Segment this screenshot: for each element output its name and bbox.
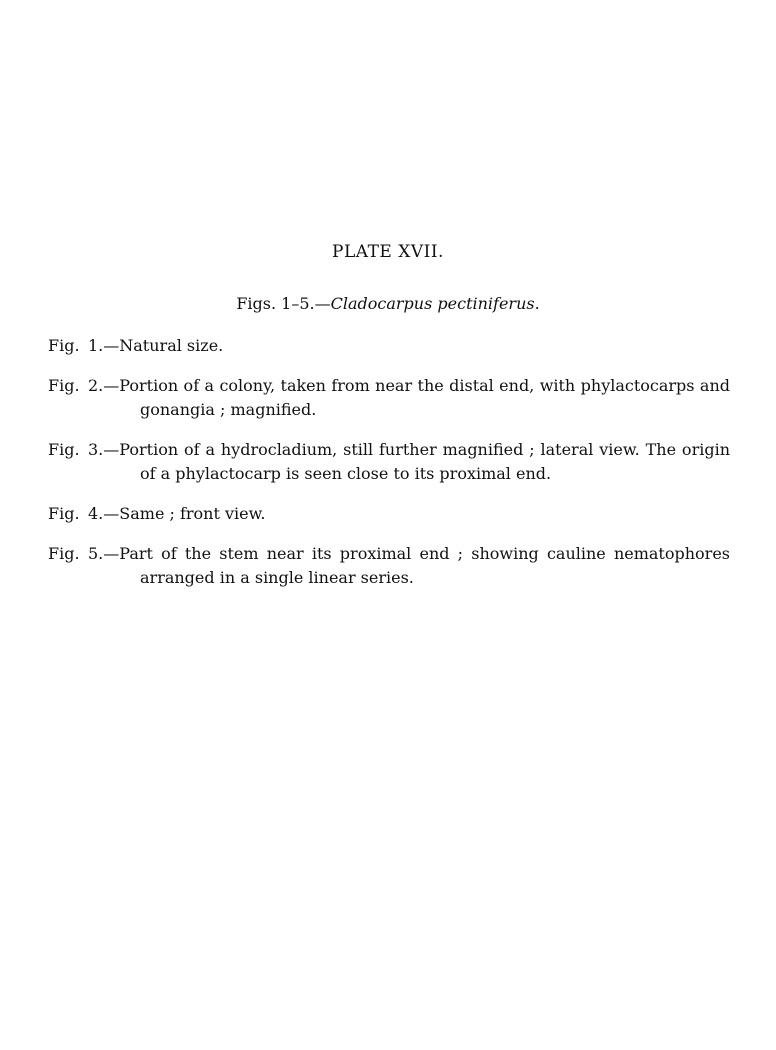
fig-label: Fig.: [48, 440, 80, 459]
plate-title: PLATE XVII.: [332, 242, 444, 262]
caption-text: 3.—Portion of a hydrocladium, still further magnified ; lateral view. The origin of a phylactocarp is seen close to its proximal end.: [88, 440, 730, 483]
caption-text: 4.—Same ; front view.: [88, 504, 266, 523]
caption-text: 1.—Natural size.: [88, 336, 224, 355]
caption-list: [48, 334, 730, 606]
caption-fig-5: [48, 542, 730, 590]
figures-range: Figs. 1–5.—: [236, 294, 331, 313]
caption-text: 5.—Part of the stem near its proximal end ; showing cauline nematophores arranged in a single linear series.: [88, 544, 730, 587]
caption-fig-2: [48, 374, 730, 422]
fig-label: Fig.: [48, 504, 80, 523]
fig-label: Fig.: [48, 544, 80, 563]
fig-label: Fig.: [48, 336, 80, 355]
caption-text: 2.—Portion of a colony, taken from near the distal end, with phylactocarps and gonangia ; magnified.: [88, 376, 730, 419]
caption-fig-4: [48, 502, 730, 526]
caption-fig-3: [48, 438, 730, 486]
caption-fig-1: [48, 334, 730, 358]
fig-label: Fig.: [48, 376, 80, 395]
figures-heading: [0, 294, 776, 313]
species-name: Cladocarpus pectiniferus.: [330, 294, 540, 313]
